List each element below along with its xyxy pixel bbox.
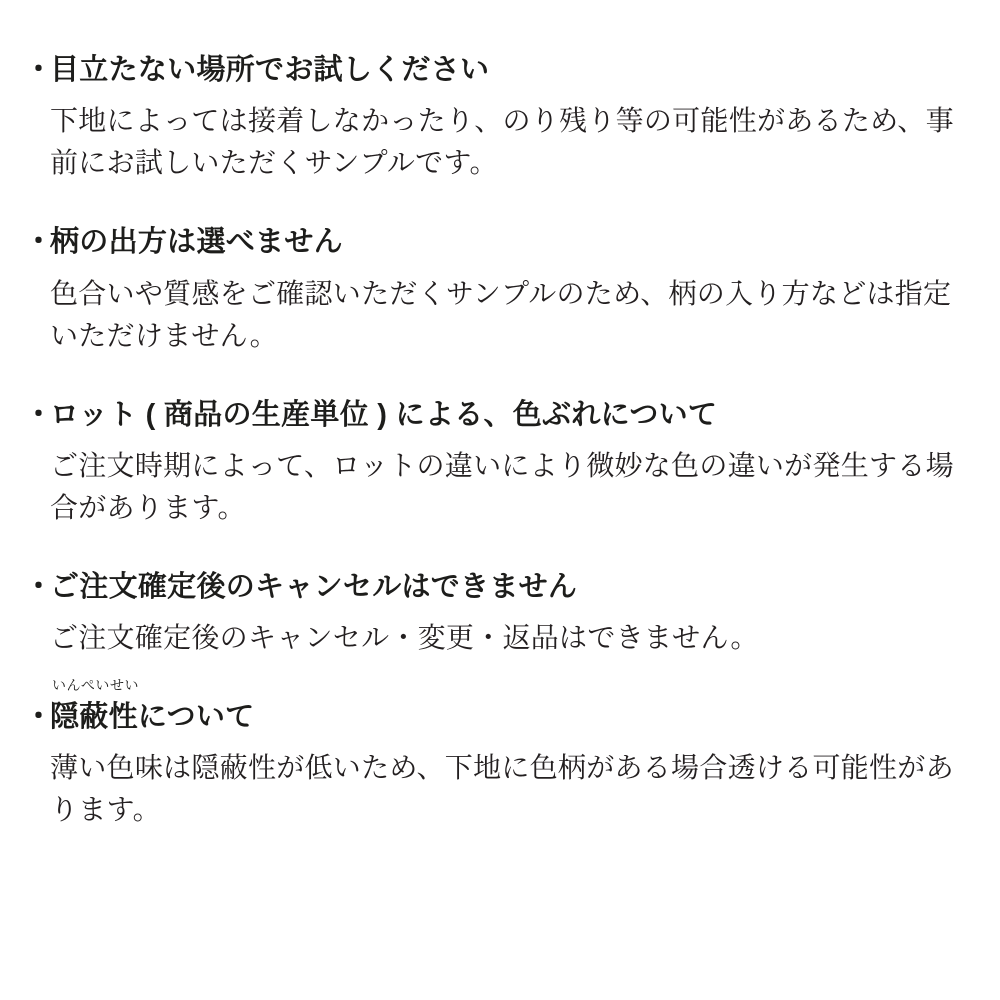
note-heading-text-wrap (50, 224, 343, 260)
bullet-icon: ・ (24, 226, 54, 259)
note-heading-text: ロット ( 商品の生産単位 ) による、色ぶれについて (50, 398, 718, 431)
note-heading-text: 目立たない場所でお試しください (50, 54, 490, 86)
note-body-text: 下地によっては接着しなかったり、のり残り等の可能性があるため、事前にお試しいただくサンプルです。 (50, 105, 954, 179)
note-block-pattern (24, 224, 976, 356)
note-block-test-area (24, 52, 976, 184)
note-block-lot-color (24, 397, 976, 529)
note-heading (24, 397, 976, 433)
note-heading-text-wrap (50, 677, 255, 735)
note-heading (24, 224, 976, 260)
bullet-icon: ・ (24, 54, 54, 86)
note-block-opacity (24, 677, 976, 831)
note-body-text: ご注文時期によって、ロットの違いにより微妙な色の違いが発生する場合があります。 (50, 449, 954, 523)
note-heading (24, 52, 976, 88)
note-heading-text-wrap (50, 397, 717, 433)
bullet-icon: ・ (24, 570, 54, 603)
note-heading-text-wrap (50, 52, 489, 88)
note-heading-text: 隠蔽性について (50, 701, 255, 733)
note-block-cancellation (24, 569, 976, 659)
note-heading-text-wrap (50, 569, 577, 605)
bullet-icon: ・ (24, 701, 54, 733)
note-heading (24, 677, 976, 735)
note-heading (24, 569, 976, 605)
bullet-icon: ・ (24, 398, 54, 431)
note-body-text: ご注文確定後のキャンセル・変更・返品はできません。 (50, 622, 759, 653)
note-heading-text: 柄の出方は選べません (50, 226, 343, 259)
note-heading-text: ご注文確定後のキャンセルはできません (50, 570, 578, 603)
note-body-text: 色合いや質感をご確認いただくサンプルのため、柄の入り方などは指定いただけません。 (50, 277, 952, 351)
note-body-text: 薄い色味は隠蔽性が低いため、下地に色柄がある場合透ける可能性があります。 (50, 752, 954, 826)
ruby-annotation: いんぺいせい (52, 677, 140, 693)
